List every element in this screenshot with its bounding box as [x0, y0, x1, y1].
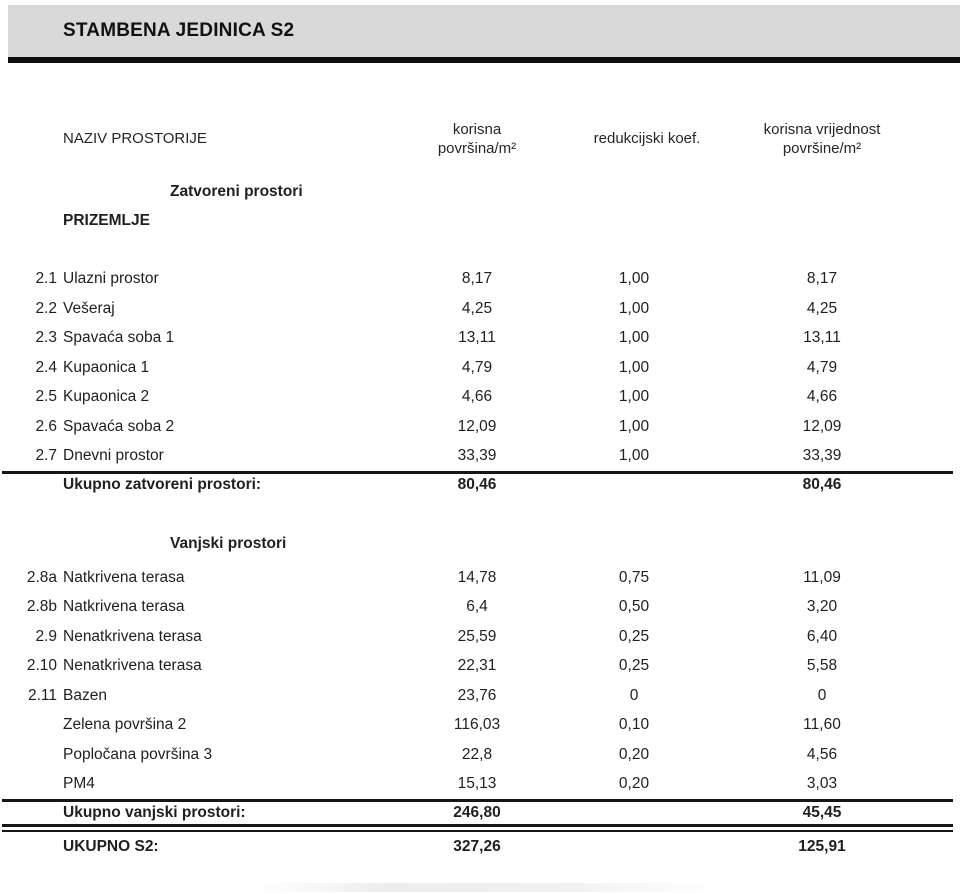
row-number: 2.5 — [35, 388, 57, 405]
row-number — [2, 740, 57, 770]
reduced-value: 8,17 — [806, 270, 838, 287]
koef-value: 1,00 — [618, 299, 650, 317]
column-header-usable-area: korisna površina/m² — [437, 120, 517, 157]
koef-value: 1,00 — [618, 329, 650, 346]
area-value: 33,39 — [457, 447, 497, 464]
table-row — [2, 622, 953, 652]
reduced-value: 13,11 — [803, 329, 841, 346]
reduced-value: 33,39 — [802, 447, 842, 464]
column-header-usable-value: korisna vrijednost površine/m² — [763, 120, 881, 157]
room-name: Dnevni prostor — [63, 447, 164, 464]
room-name: Natkrivena terasa — [63, 598, 185, 615]
koef-value: 0 — [629, 686, 639, 704]
area-value: 15,13 — [457, 775, 497, 792]
row-number: 2.1 — [35, 270, 57, 287]
total-area: 246,80 — [453, 804, 501, 821]
total-label: Ukupno vanjski prostori: — [63, 804, 246, 821]
koef-value: 0,25 — [618, 627, 650, 645]
area-table — [2, 112, 953, 860]
reduced-value: 5,58 — [806, 657, 838, 674]
area-value: 4,25 — [461, 299, 493, 317]
area-value: 25,59 — [457, 627, 497, 645]
koef-value: 0,75 — [618, 568, 650, 586]
table-row — [2, 264, 953, 294]
koef-value: 1,00 — [618, 388, 650, 405]
row-number: 2.2 — [35, 299, 57, 317]
outdoor-spaces-total-row — [2, 799, 953, 824]
area-value: 116,03 — [453, 716, 501, 733]
area-value: 8,17 — [461, 270, 493, 287]
reduced-value: 12,09 — [802, 417, 842, 435]
koef-value: 1,00 — [618, 270, 650, 287]
total-reduced-value: 80,46 — [802, 476, 842, 493]
room-name: PM4 — [63, 775, 95, 792]
area-value: 22,8 — [461, 745, 493, 763]
row-number: 2.8a — [26, 568, 57, 586]
double-separator-line — [2, 824, 953, 832]
floor-label-ground-floor: PRIZEMLJE — [63, 212, 150, 229]
koef-value: 0,25 — [618, 657, 650, 674]
grand-total-reduced-value: 125,91 — [798, 837, 846, 855]
table-row — [2, 681, 953, 711]
reduced-value: 4,25 — [806, 299, 838, 317]
grand-total-row — [2, 834, 953, 860]
document-title: STAMBENA JEDINICA S2 — [63, 20, 295, 41]
table-row — [2, 592, 953, 622]
room-name: Vešeraj — [63, 299, 115, 317]
area-value: 22,31 — [457, 657, 497, 674]
row-number: 2.11 — [27, 686, 57, 704]
table-row — [2, 294, 953, 324]
table-row — [2, 382, 953, 412]
row-number: 2.10 — [26, 657, 57, 674]
column-header-reduction-coef: redukcijski koef. — [593, 130, 701, 148]
room-name: Natkrivena terasa — [63, 568, 185, 586]
total-label: Ukupno zatvoreni prostori: — [63, 476, 262, 493]
koef-value: 0,20 — [618, 775, 650, 792]
table-row — [2, 769, 953, 799]
closed-spaces-rows — [2, 264, 953, 471]
room-name: Ulazni prostor — [63, 270, 159, 287]
table-row — [2, 740, 953, 770]
koef-value: 0,50 — [618, 598, 650, 615]
total-reduced-value: 45,45 — [802, 804, 842, 821]
room-name: Kupaonica 2 — [63, 388, 150, 405]
reduced-value: 3,20 — [806, 598, 838, 615]
room-name: Spavaća soba 2 — [63, 417, 175, 435]
koef-value: 1,00 — [618, 358, 650, 376]
closed-spaces-total-row — [2, 471, 953, 496]
reduced-value: 0 — [817, 686, 827, 704]
table-header-row — [2, 112, 953, 166]
reduced-value: 11,09 — [803, 568, 841, 586]
table-row — [2, 563, 953, 593]
reduced-value: 6,40 — [806, 627, 838, 645]
section-label-outdoor-spaces: Vanjski prostori — [170, 534, 287, 552]
area-value: 13,11 — [458, 329, 496, 346]
reduced-value: 4,79 — [806, 358, 838, 376]
column-header-room-name: NAZIV PROSTORIJE — [63, 130, 207, 148]
scan-smudge — [250, 883, 720, 892]
table-row — [2, 441, 953, 471]
row-number — [2, 710, 57, 740]
row-number: 2.8b — [26, 598, 57, 615]
area-value: 14,78 — [457, 568, 497, 586]
reduced-value: 4,56 — [806, 745, 838, 763]
section-label-closed-spaces: Zatvoreni prostori — [170, 183, 303, 200]
table-row — [2, 651, 953, 681]
room-name: Popločana površina 3 — [63, 745, 213, 763]
row-number: 2.4 — [35, 358, 57, 376]
table-row — [2, 412, 953, 442]
row-number: 2.9 — [35, 627, 57, 645]
room-name: Spavaća soba 1 — [63, 329, 175, 346]
room-name: Nenatkrivena terasa — [63, 627, 202, 645]
row-number — [2, 769, 57, 799]
room-name: Kupaonica 1 — [63, 358, 150, 376]
room-name: Zelena površina 2 — [63, 716, 187, 733]
total-area: 80,46 — [457, 476, 497, 493]
reduced-value: 11,60 — [803, 716, 841, 733]
row-number: 2.3 — [35, 329, 57, 346]
reduced-value: 4,66 — [806, 388, 838, 405]
row-number: 2.6 — [35, 417, 57, 435]
row-number: 2.7 — [35, 447, 57, 464]
area-value: 6,4 — [466, 598, 488, 615]
area-value: 4,79 — [461, 358, 493, 376]
grand-total-label: UKUPNO S2: — [63, 837, 159, 855]
room-name: Nenatkrivena terasa — [63, 657, 202, 674]
table-row — [2, 710, 953, 740]
area-value: 4,66 — [461, 388, 493, 405]
table-row — [2, 323, 953, 353]
grand-total-koef-empty — [572, 834, 722, 860]
outdoor-spaces-rows — [2, 563, 953, 799]
area-value: 12,09 — [457, 417, 497, 435]
table-row — [2, 353, 953, 383]
grand-total-area: 327,26 — [453, 837, 501, 855]
koef-value: 1,00 — [618, 417, 650, 435]
room-name: Bazen — [63, 686, 107, 704]
area-value: 23,76 — [457, 686, 497, 704]
reduced-value: 3,03 — [806, 775, 838, 792]
koef-value: 0,10 — [618, 716, 650, 733]
koef-value: 0,20 — [618, 745, 650, 763]
koef-value: 1,00 — [618, 447, 650, 464]
title-banner — [8, 5, 960, 63]
